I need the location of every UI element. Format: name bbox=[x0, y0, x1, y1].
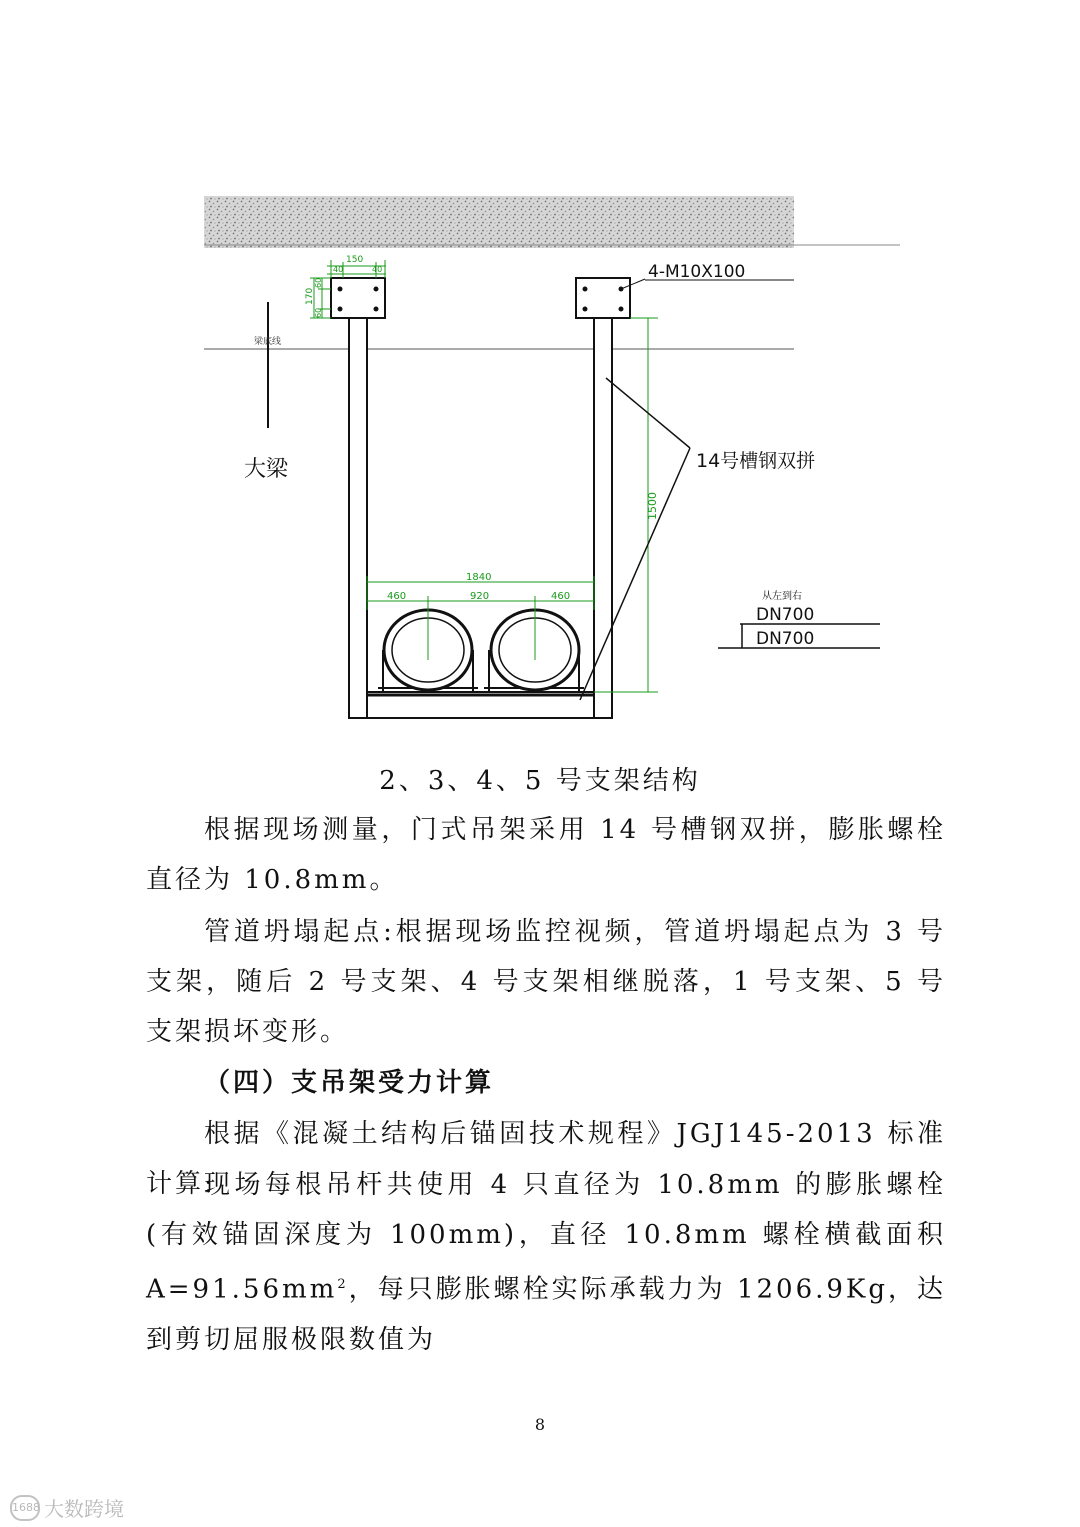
legend-title: 从左到右 bbox=[762, 591, 802, 602]
bolt-hole bbox=[619, 307, 624, 312]
bolt-hole bbox=[338, 307, 343, 312]
dim-top-width: 150 bbox=[346, 255, 364, 265]
bolt-hole bbox=[583, 307, 588, 312]
watermark bbox=[10, 1493, 124, 1522]
paragraph-standard: 根据《混凝土结构后锚固技术规程》JGJ145-2013 标准计算: bbox=[146, 1119, 946, 1199]
bolt-hole bbox=[374, 287, 379, 292]
right-hanger-channel bbox=[594, 318, 612, 718]
dim-total-width: 1840 bbox=[466, 572, 492, 583]
dim-right-span: 460 bbox=[551, 591, 571, 602]
bolt-calc-text-b: ，每只膨胀螺栓实际承载力为 1206.9Kg，达到剪切屈服极限数值为 bbox=[146, 1274, 946, 1355]
beam-line-label: 梁底线 bbox=[254, 337, 282, 347]
watermark-logo: 1688 bbox=[10, 1495, 40, 1521]
dim-plate-height: 170 bbox=[305, 287, 315, 305]
right-anchor-plate bbox=[576, 278, 630, 318]
superscript-2: 2 bbox=[337, 1277, 349, 1292]
section-heading-4: （四）支吊架受力计算 bbox=[204, 1068, 495, 1098]
concrete-beam-hatch bbox=[204, 196, 794, 248]
dim-top-right: 40 bbox=[372, 265, 383, 274]
bolt-hole bbox=[338, 287, 343, 292]
watermark-text: 大数跨境 bbox=[44, 1497, 124, 1521]
beam-label: 大梁 bbox=[244, 457, 289, 482]
figure-caption: 2、3、4、5 号支架结构 bbox=[379, 766, 701, 796]
bolt-calc-text-a: 现场每根吊杆共使用 4 只直径为 10.8mm 的膨胀螺栓(有效锚固深度为 100mm)，直径 10.8mm 螺栓横截面积 A=91.56mm bbox=[146, 1170, 946, 1305]
paragraph-channel-steel: 根据现场测量，门式吊架采用 14 号槽钢双拼，膨胀螺栓直径为 10.8mm。 bbox=[146, 815, 946, 895]
left-anchor-plate bbox=[331, 278, 385, 318]
left-hanger-channel bbox=[349, 318, 367, 718]
dim-bolt-spacing-bottom: 60 bbox=[314, 307, 323, 318]
dim-middle-span: 920 bbox=[470, 591, 490, 602]
paragraph-collapse-origin: 管道坍塌起点:根据现场监控视频，管道坍塌起点为 3 号支架，随后 2 号支架、4 号支架相继脱落，1 号支架、5 号支架损坏变形。 bbox=[146, 917, 946, 1047]
support-structure-drawing bbox=[0, 0, 1080, 740]
dim-top-left: 40 bbox=[333, 265, 344, 274]
dim-left-span: 460 bbox=[387, 591, 407, 602]
legend-pipe-2: DN700 bbox=[756, 629, 815, 649]
bolt-spec-label: 4-M10X100 bbox=[648, 262, 746, 282]
bolt-hole bbox=[374, 307, 379, 312]
dim-rod-length: 1500 bbox=[646, 492, 659, 520]
bolt-hole bbox=[583, 287, 588, 292]
page-number: 8 bbox=[534, 1415, 546, 1434]
channel-label: 14号槽钢双拼 bbox=[696, 450, 816, 472]
paragraph-bolt-calculation bbox=[146, 1160, 946, 1365]
dim-bolt-spacing-top: 60 bbox=[314, 277, 323, 288]
legend-pipe-1: DN700 bbox=[756, 605, 815, 625]
